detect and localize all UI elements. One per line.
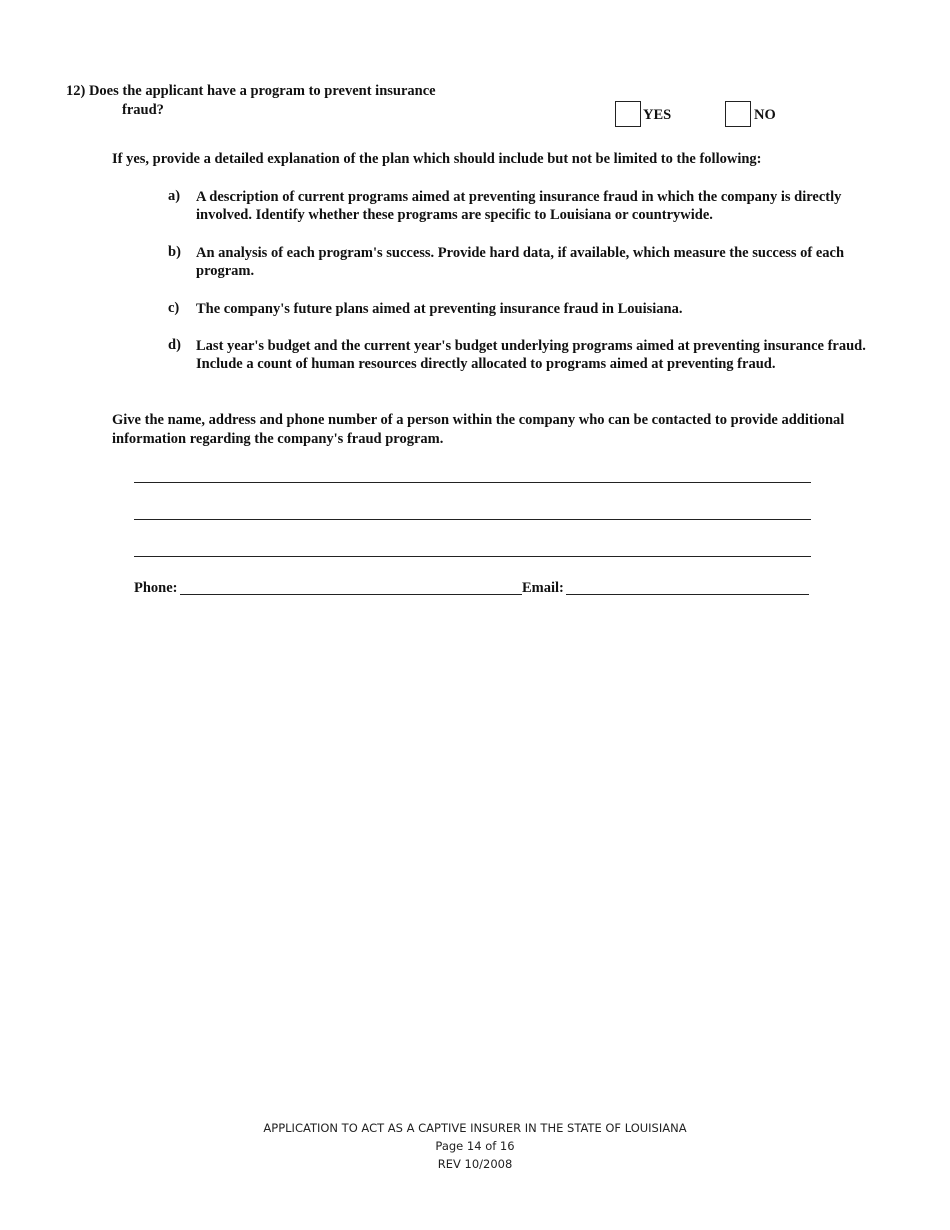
contact-line-3[interactable]: [134, 556, 811, 557]
question-text-line2: fraud?: [122, 102, 164, 118]
contact-line-2[interactable]: [134, 519, 811, 520]
question-text-line1: 12) Does the applicant have a program to prevent insurance: [66, 83, 436, 99]
phone-field[interactable]: [180, 594, 522, 595]
yes-checkbox[interactable]: [615, 101, 641, 127]
email-field[interactable]: [566, 594, 809, 595]
phone-label: Phone:: [134, 580, 178, 596]
item-a-text: A description of current programs aimed at preventing insurance fraud in which the company is directly involved. Identify whether these programs are specific to Louisiana or countrywide.: [196, 189, 842, 223]
no-label: NO: [754, 107, 776, 123]
yes-label: YES: [643, 107, 672, 123]
contact-line-1[interactable]: [134, 482, 811, 483]
item-b-letter: b): [168, 244, 181, 260]
item-d-text: Last year's budget and the current year's budget underlying programs aimed at preventing insurance fraud. Include a count of human resources directly allocated to programs aimed at preventing fraud.: [196, 338, 866, 372]
no-checkbox[interactable]: [725, 101, 751, 127]
item-c-text: The company's future plans aimed at preventing insurance fraud in Louisiana.: [196, 301, 683, 317]
item-c-letter: c): [168, 300, 180, 316]
contact-prompt: Give the name, address and phone number of a person within the company who can be contacted to provide additional information regarding the company's fraud program.: [112, 412, 845, 447]
item-b-text: An analysis of each program's success. Provide hard data, if available, which measure the success of each program.: [196, 245, 845, 279]
email-label: Email:: [522, 580, 564, 596]
instructions-intro: If yes, provide a detailed explanation of the plan which should include but not be limited to the following:: [112, 151, 762, 167]
footer-title: APPLICATION TO ACT AS A CAPTIVE INSURER IN THE STATE OF LOUISIANA: [263, 1121, 687, 1135]
footer-rev: REV 10/2008: [437, 1157, 513, 1171]
item-d-letter: d): [168, 337, 181, 353]
footer-page: Page 14 of 16: [435, 1139, 515, 1153]
item-a-letter: a): [168, 188, 181, 204]
